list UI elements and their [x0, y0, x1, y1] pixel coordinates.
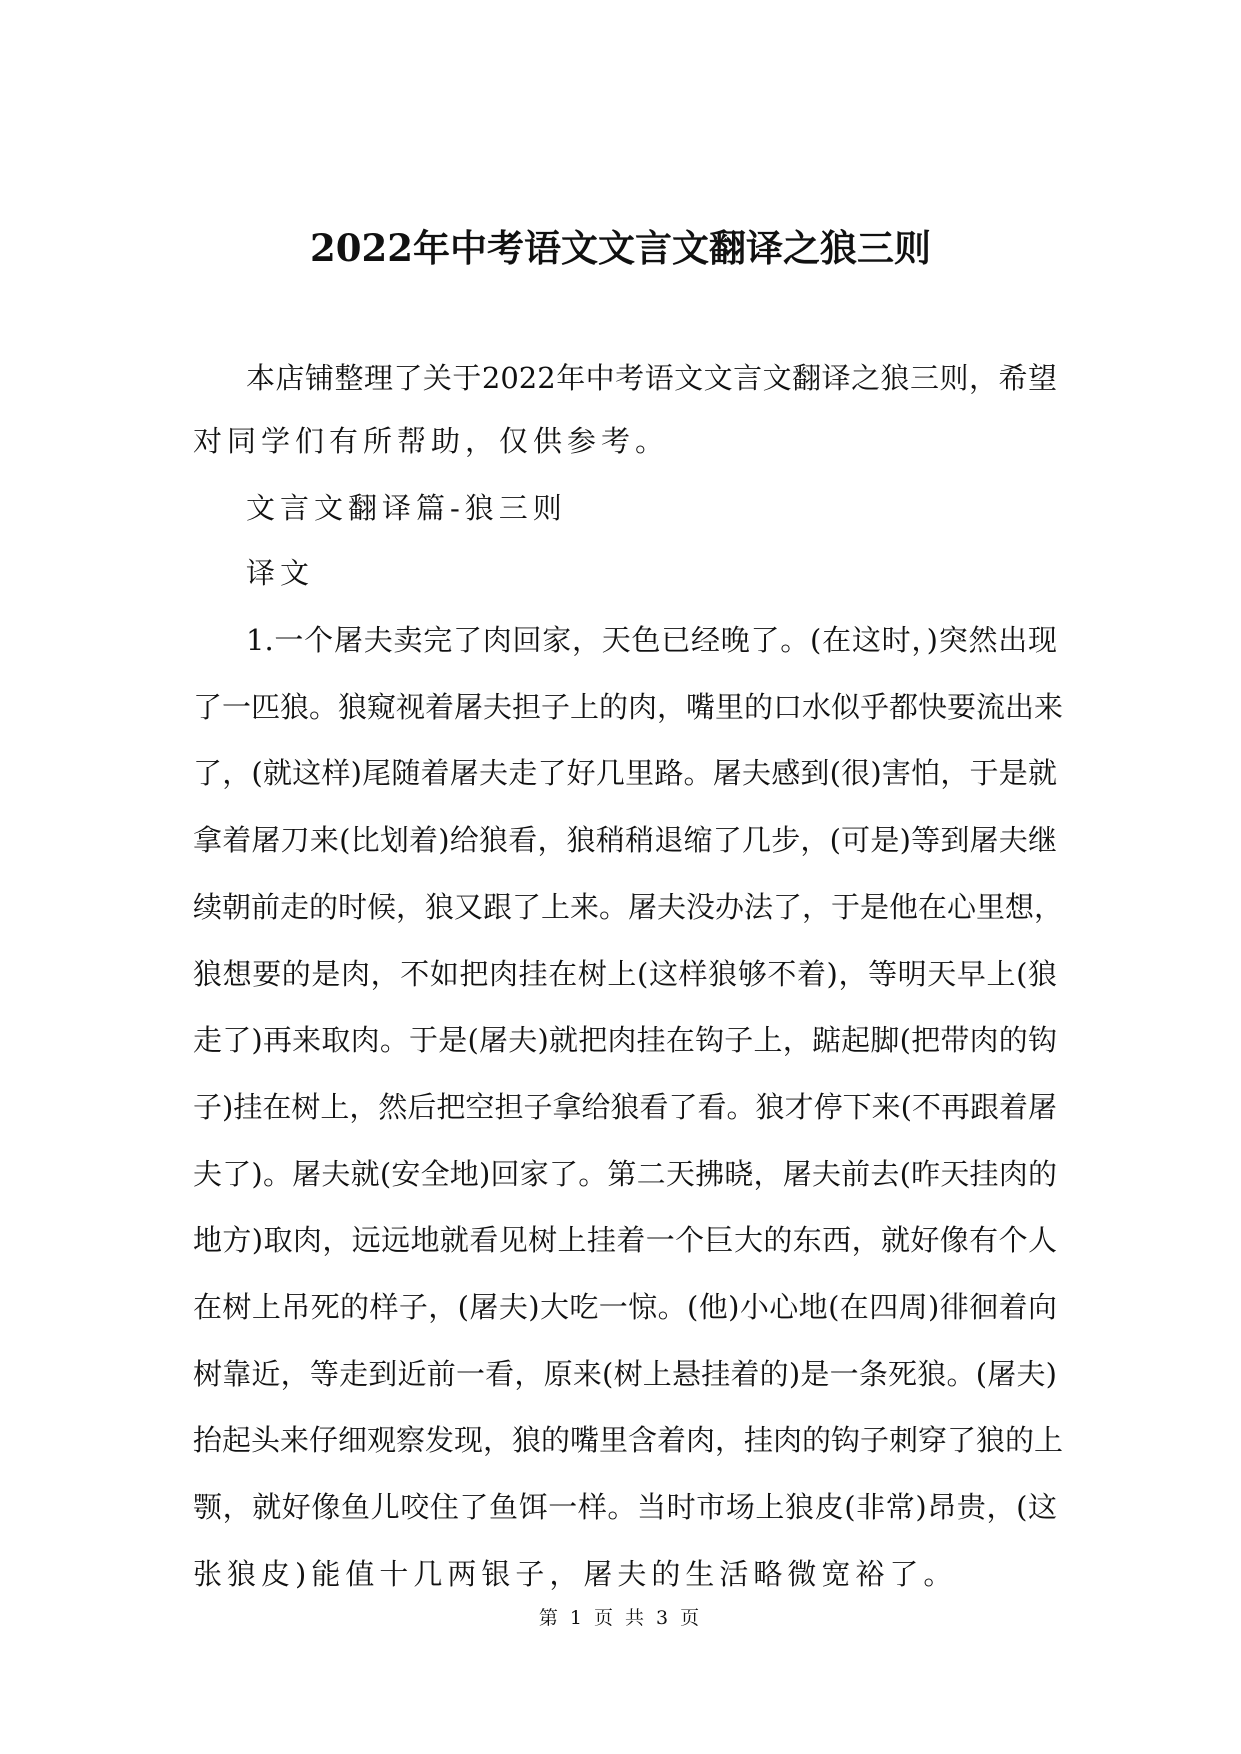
paragraph-line: 张狼皮)能值十几两银子，屠夫的生活略微宽裕了。: [193, 1556, 958, 1591]
paragraph-line: 拿着屠刀来(比划着)给狼看，狼稍稍退缩了几步，(可是)等到屠夫继: [193, 823, 1057, 858]
paragraph-line: 抬起头来仔细观察发现，狼的嘴里含着肉，挂肉的钩子刺穿了狼的上: [193, 1423, 1064, 1458]
paragraph-line: 夫了)。屠夫就(安全地)回家了。第二天拂晓，屠夫前去(昨天挂肉的: [193, 1156, 1057, 1191]
paragraph-line: 走了)再来取肉。于是(屠夫)就把肉挂在钩子上，踮起脚(把带肉的钩: [193, 1023, 1057, 1058]
subheading: 译文: [246, 556, 315, 590]
document-title: 2022年中考语文文言文翻译之狼三则: [310, 226, 931, 270]
paragraph-line: 续朝前走的时候，狼又跟了上来。屠夫没办法了，于是他在心里想，: [193, 889, 1064, 924]
paragraph-line: 树靠近，等走到近前一看，原来(树上悬挂着的)是一条死狼。(屠夫): [193, 1356, 1057, 1391]
page-footer: 第 1 页 共 3 页: [538, 1607, 703, 1629]
intro-line: 本店铺整理了关于2022年中考语文文言文翻译之狼三则，希望: [246, 361, 1057, 395]
section-heading: 文言文翻译篇-狼三则: [246, 491, 567, 525]
paragraph-line: 颚，就好像鱼儿咬住了鱼饵一样。当时市场上狼皮(非常)昂贵，(这: [193, 1490, 1057, 1525]
paragraph-line: 在树上吊死的样子，(屠夫)大吃一惊。(他)小心地(在四周)徘徊着向: [193, 1290, 1057, 1324]
paragraph-line: 子)挂在树上，然后把空担子拿给狼看了看。狼才停下来(不再跟着屠: [193, 1089, 1057, 1124]
paragraph-line: 了一匹狼。狼窥视着屠夫担子上的肉，嘴里的口水似乎都快要流出来: [193, 689, 1064, 724]
paragraph-line: 1.一个屠夫卖完了肉回家，天色已经晚了。(在这时，)突然出现: [246, 623, 1057, 657]
paragraph-line: 狼想要的是肉，不如把肉挂在树上(这样狼够不着)，等明天早上(狼: [193, 956, 1057, 991]
paragraph-line: 地方)取肉，远远地就看见树上挂着一个巨大的东西，就好像有个人: [193, 1223, 1057, 1258]
intro-line: 对同学们有所帮助，仅供参考。: [193, 424, 670, 458]
paragraph-line: 了，(就这样)尾随着屠夫走了好几里路。屠夫感到(很)害怕，于是就: [193, 756, 1057, 791]
